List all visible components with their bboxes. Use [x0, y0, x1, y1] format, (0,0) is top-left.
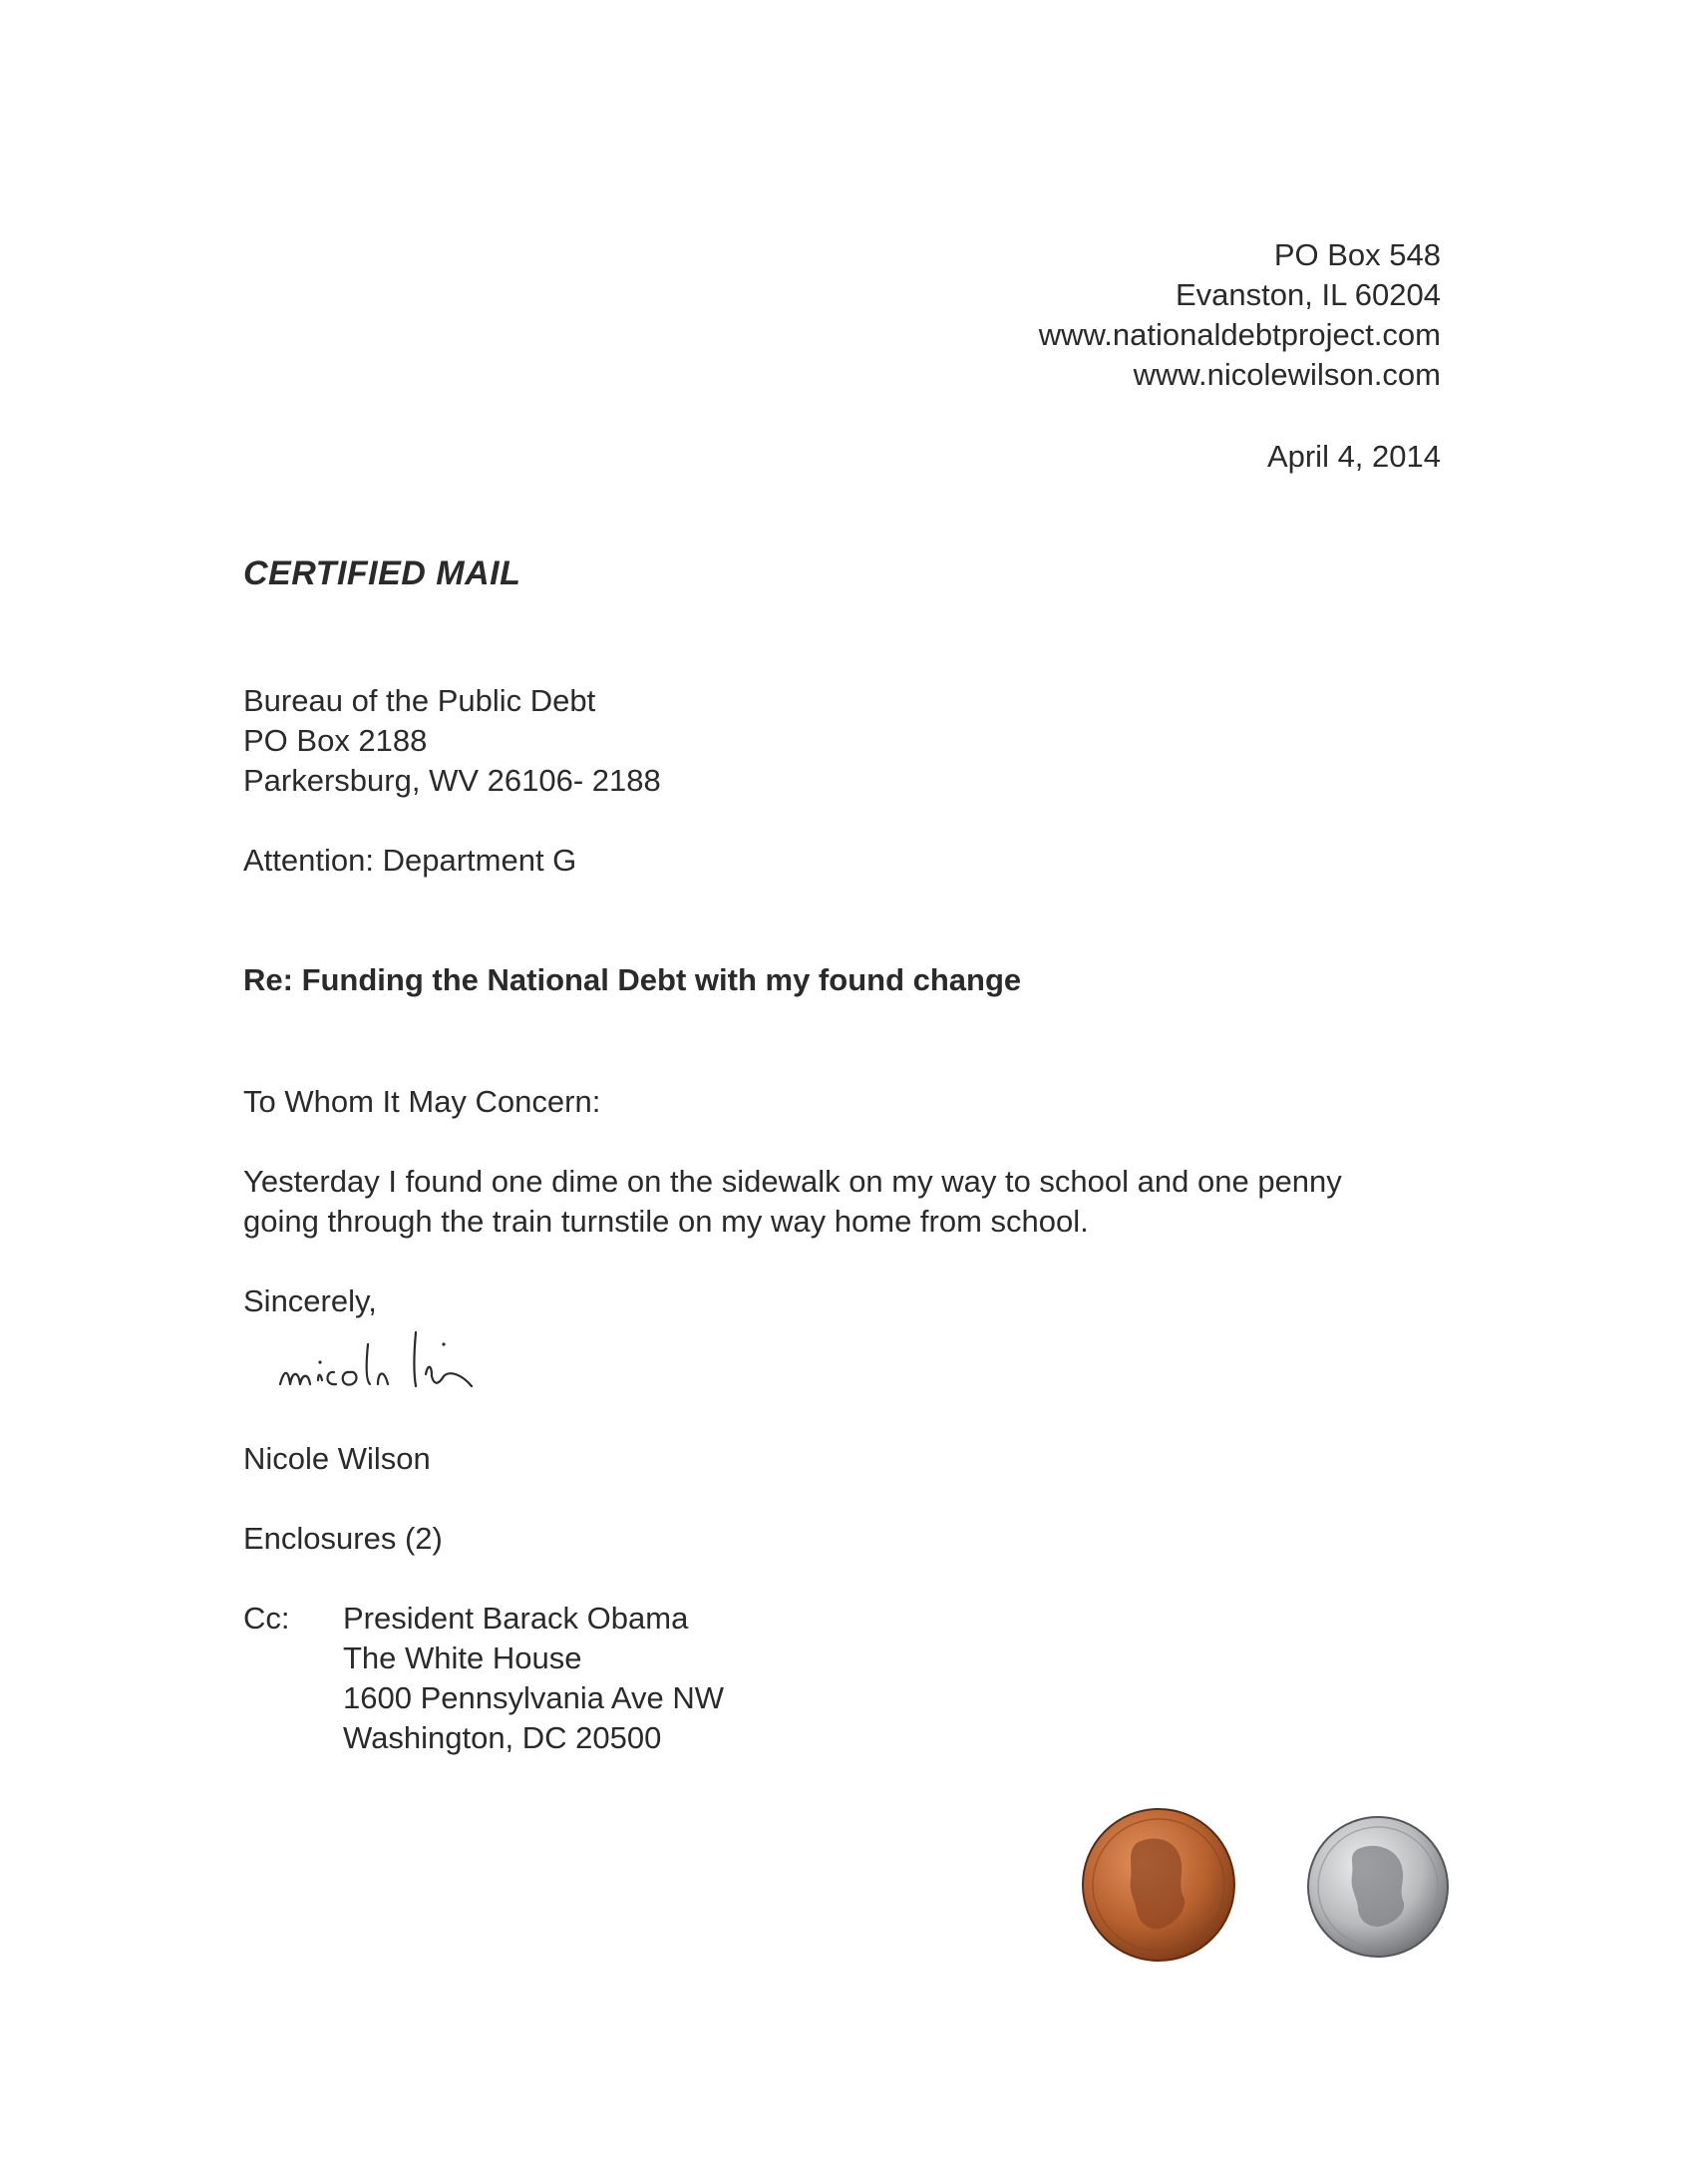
- cc-line-1: President Barack Obama: [343, 1601, 689, 1636]
- salutation: To Whom It May Concern:: [243, 1084, 601, 1119]
- cc-line-2: The White House: [343, 1640, 582, 1675]
- enclosures-line: Enclosures (2): [243, 1521, 443, 1556]
- return-address: [1039, 235, 1441, 395]
- return-address-line-4: www.nicolewilson.com: [1133, 357, 1441, 392]
- cc-label: Cc:: [243, 1601, 290, 1636]
- recipient-address: [243, 681, 661, 801]
- attention-line: Attention: Department G: [243, 843, 577, 878]
- signature-dot-2: [442, 1342, 445, 1345]
- cc-line-4: Washington, DC 20500: [343, 1720, 662, 1755]
- body-line-2: going through the train turnstile on my way home from school.: [243, 1204, 1089, 1239]
- closing: Sincerely,: [243, 1283, 377, 1318]
- signer-name: Nicole Wilson: [243, 1441, 431, 1476]
- penny-icon: [1083, 1809, 1234, 1961]
- cc-line-3: 1600 Pennsylvania Ave NW: [343, 1680, 724, 1715]
- recipient-line-2: PO Box 2188: [243, 723, 428, 758]
- handwritten-signature: [274, 1314, 553, 1404]
- cc-address: [343, 1599, 724, 1758]
- recipient-line-3: Parkersburg, WV 26106- 2188: [243, 763, 661, 798]
- signature-dot-1: [318, 1360, 321, 1363]
- return-address-line-2: Evanston, IL 60204: [1176, 277, 1441, 312]
- subject-line: Re: Funding the National Debt with my found change: [243, 962, 1022, 997]
- certified-mail-heading: CERTIFIED MAIL: [243, 554, 521, 592]
- return-address-line-3: www.nationaldebtproject.com: [1038, 317, 1441, 352]
- letter-body: [243, 1162, 1440, 1242]
- return-address-line-1: PO Box 548: [1273, 237, 1441, 272]
- signature-stroke: [280, 1332, 472, 1386]
- cc-block: [243, 1599, 724, 1758]
- letter-date: April 4, 2014: [1266, 439, 1441, 474]
- body-line-1: Yesterday I found one dime on the sidewalk on my way to school and one penny: [243, 1164, 1342, 1199]
- dime-icon: [1308, 1817, 1448, 1957]
- enclosed-coins: [1077, 1803, 1456, 1963]
- recipient-line-1: Bureau of the Public Debt: [243, 683, 596, 718]
